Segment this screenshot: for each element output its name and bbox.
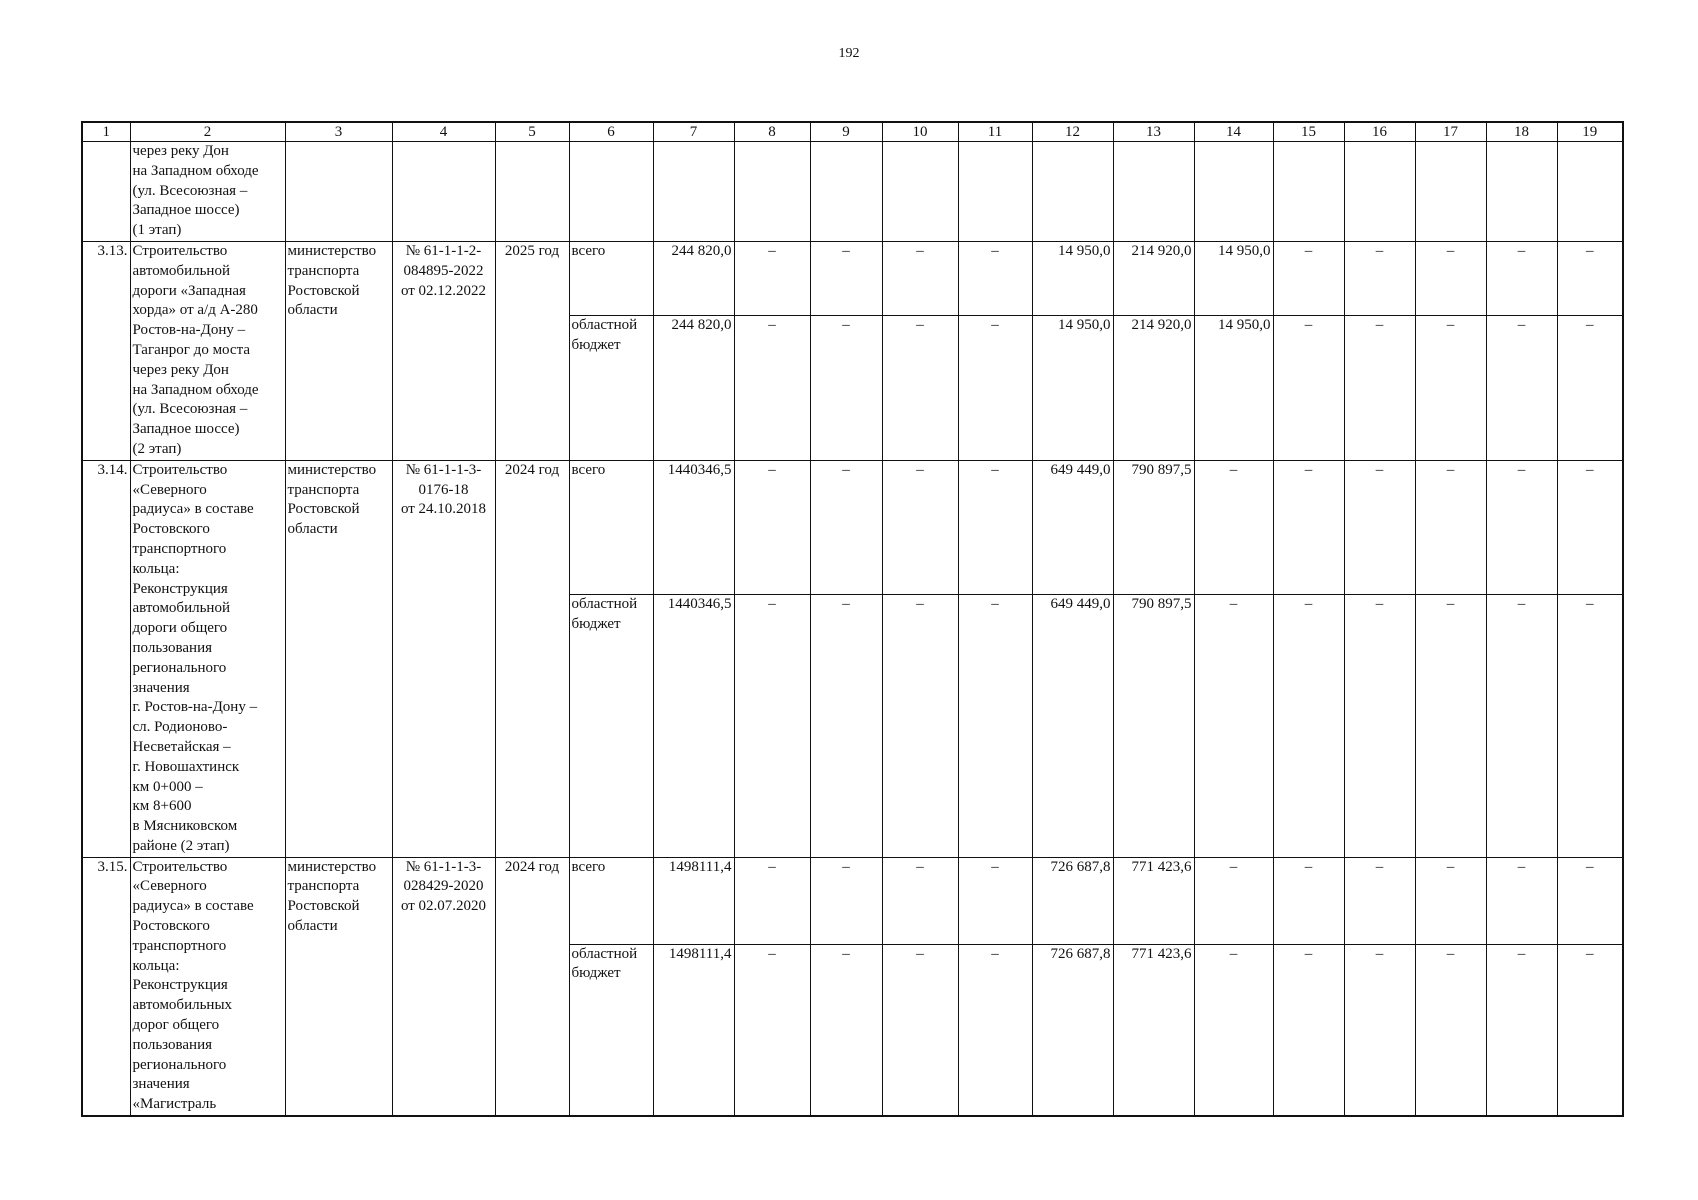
col-header: 4 (392, 122, 495, 142)
value-dash: – (734, 944, 810, 1116)
value-dash: – (1486, 857, 1557, 944)
value-dash: – (1486, 460, 1557, 594)
value-dash: – (1415, 460, 1486, 594)
col-header: 11 (958, 122, 1032, 142)
col-header: 8 (734, 122, 810, 142)
record-id: 3.14. (82, 460, 130, 857)
value-dash: – (882, 316, 958, 461)
col-header: 12 (1032, 122, 1113, 142)
value-dash: – (1557, 316, 1623, 461)
value-cell: 771 423,6 (1113, 857, 1194, 944)
value-dash: – (810, 944, 882, 1116)
value-dash: – (734, 460, 810, 594)
value-dash: – (810, 241, 882, 315)
value-dash: – (1415, 857, 1486, 944)
record-year: 2025 год (495, 241, 569, 460)
value-dash: – (1273, 595, 1344, 857)
funding-source: всего (569, 460, 653, 594)
col-header: 18 (1486, 122, 1557, 142)
program-table (81, 121, 1624, 1117)
record-year: 2024 год (495, 857, 569, 1116)
col-header: 9 (810, 122, 882, 142)
value-dash: – (1194, 595, 1273, 857)
value-dash: – (882, 460, 958, 594)
column-number-row (82, 122, 1623, 142)
value-dash: – (1273, 944, 1344, 1116)
funding-source: областной бюджет (569, 595, 653, 857)
funding-source: всего (569, 857, 653, 944)
value-dash: – (734, 595, 810, 857)
value-dash: – (1557, 857, 1623, 944)
col-header: 14 (1194, 122, 1273, 142)
value-dash: – (1344, 944, 1415, 1116)
value-cell: 214 920,0 (1113, 316, 1194, 461)
value-dash: – (1194, 857, 1273, 944)
value-dash: – (1344, 460, 1415, 594)
value-dash: – (958, 316, 1032, 461)
value-cell: 649 449,0 (1032, 595, 1113, 857)
value-cell: 14 950,0 (1194, 316, 1273, 461)
record-name: Строительство «Северного радиуса» в составе Ростовского транспортного кольца: Реконструкция автомобильных дорог общего пользования регионального значения «Магистраль (130, 857, 285, 1116)
record-organization: министерство транспорта Ростовской области (285, 857, 392, 1116)
value-dash: – (1194, 460, 1273, 594)
value-dash: – (1557, 944, 1623, 1116)
page-number: 192 (838, 46, 860, 61)
value-cell: 1498111,4 (653, 944, 734, 1116)
col-header: 10 (882, 122, 958, 142)
value-cell: 726 687,8 (1032, 857, 1113, 944)
value-cell: 1440346,5 (653, 460, 734, 594)
value-dash: – (810, 460, 882, 594)
record-organization: министерство транспорта Ростовской области (285, 460, 392, 857)
record-document: № 61-1-1-3- 0176-18 от 24.10.2018 (392, 460, 495, 857)
value-dash: – (958, 460, 1032, 594)
value-cell: 790 897,5 (1113, 595, 1194, 857)
record-row-total (82, 241, 1623, 315)
col-header: 3 (285, 122, 392, 142)
value-dash: – (958, 241, 1032, 315)
value-dash: – (1557, 241, 1623, 315)
value-dash: – (1557, 595, 1623, 857)
record-year: 2024 год (495, 460, 569, 857)
value-dash: – (734, 857, 810, 944)
value-cell: 214 920,0 (1113, 241, 1194, 315)
col-header: 5 (495, 122, 569, 142)
record-name: Строительство автомобильной дороги «Западная хорда» от а/д А-280 Ростов-на-Дону – Таганрог до моста через реку Дон на Западном обходе (ул. Всесоюзная – Западное шоссе) (2 этап) (130, 241, 285, 460)
continuation-row (82, 142, 1623, 242)
value-dash: – (810, 857, 882, 944)
value-dash: – (1344, 595, 1415, 857)
value-cell: 649 449,0 (1032, 460, 1113, 594)
record-id: 3.15. (82, 857, 130, 1116)
col-header: 1 (82, 122, 130, 142)
record-row-total (82, 460, 1623, 594)
value-dash: – (1415, 241, 1486, 315)
value-dash: – (1273, 241, 1344, 315)
value-dash: – (958, 595, 1032, 857)
value-dash: – (1486, 241, 1557, 315)
value-cell: 1498111,4 (653, 857, 734, 944)
value-dash: – (1486, 316, 1557, 461)
record-row-total (82, 857, 1623, 944)
value-cell: 244 820,0 (653, 241, 734, 315)
record-organization: министерство транспорта Ростовской области (285, 241, 392, 460)
value-cell: 771 423,6 (1113, 944, 1194, 1116)
value-dash: – (1273, 857, 1344, 944)
col-header: 17 (1415, 122, 1486, 142)
record-name: Строительство «Северного радиуса» в составе Ростовского транспортного кольца: Реконструкция автомобильной дороги общего пользования регионального значения г. Ростов-на-Дону – сл. Родионово- Несветайская – г. Новошахтинск км 0+000 – км 8+600 в Мясниковском районе (2 этап) (130, 460, 285, 857)
value-dash: – (882, 595, 958, 857)
col-header: 16 (1344, 122, 1415, 142)
value-cell: 726 687,8 (1032, 944, 1113, 1116)
value-dash: – (810, 595, 882, 857)
record-document: № 61-1-1-3- 028429-2020 от 02.07.2020 (392, 857, 495, 1116)
col-header: 19 (1557, 122, 1623, 142)
value-cell: 1440346,5 (653, 595, 734, 857)
value-dash: – (1486, 595, 1557, 857)
value-dash: – (1273, 316, 1344, 461)
value-dash: – (882, 857, 958, 944)
value-dash: – (882, 944, 958, 1116)
value-dash: – (1415, 595, 1486, 857)
value-dash: – (1486, 944, 1557, 1116)
value-cell: 790 897,5 (1113, 460, 1194, 594)
value-dash: – (1344, 857, 1415, 944)
col-header: 6 (569, 122, 653, 142)
value-dash: – (1344, 316, 1415, 461)
value-dash: – (958, 857, 1032, 944)
value-cell: 14 950,0 (1032, 316, 1113, 461)
value-cell: 14 950,0 (1032, 241, 1113, 315)
funding-source: областной бюджет (569, 944, 653, 1116)
value-dash: – (1415, 316, 1486, 461)
value-dash: – (734, 241, 810, 315)
value-dash: – (734, 316, 810, 461)
value-dash: – (882, 241, 958, 315)
value-cell: 14 950,0 (1194, 241, 1273, 315)
value-dash: – (1194, 944, 1273, 1116)
value-dash: – (1344, 241, 1415, 315)
value-dash: – (1415, 944, 1486, 1116)
funding-source: всего (569, 241, 653, 315)
continuation-name: через реку Дон на Западном обходе (ул. Всесоюзная – Западное шоссе) (1 этап) (130, 142, 285, 242)
col-header: 15 (1273, 122, 1344, 142)
value-dash: – (1557, 460, 1623, 594)
value-dash: – (810, 316, 882, 461)
record-document: № 61-1-1-2- 084895-2022 от 02.12.2022 (392, 241, 495, 460)
funding-source: областной бюджет (569, 316, 653, 461)
col-header: 2 (130, 122, 285, 142)
col-header: 7 (653, 122, 734, 142)
record-id: 3.13. (82, 241, 130, 460)
value-cell: 244 820,0 (653, 316, 734, 461)
value-dash: – (1273, 460, 1344, 594)
value-dash: – (958, 944, 1032, 1116)
col-header: 13 (1113, 122, 1194, 142)
